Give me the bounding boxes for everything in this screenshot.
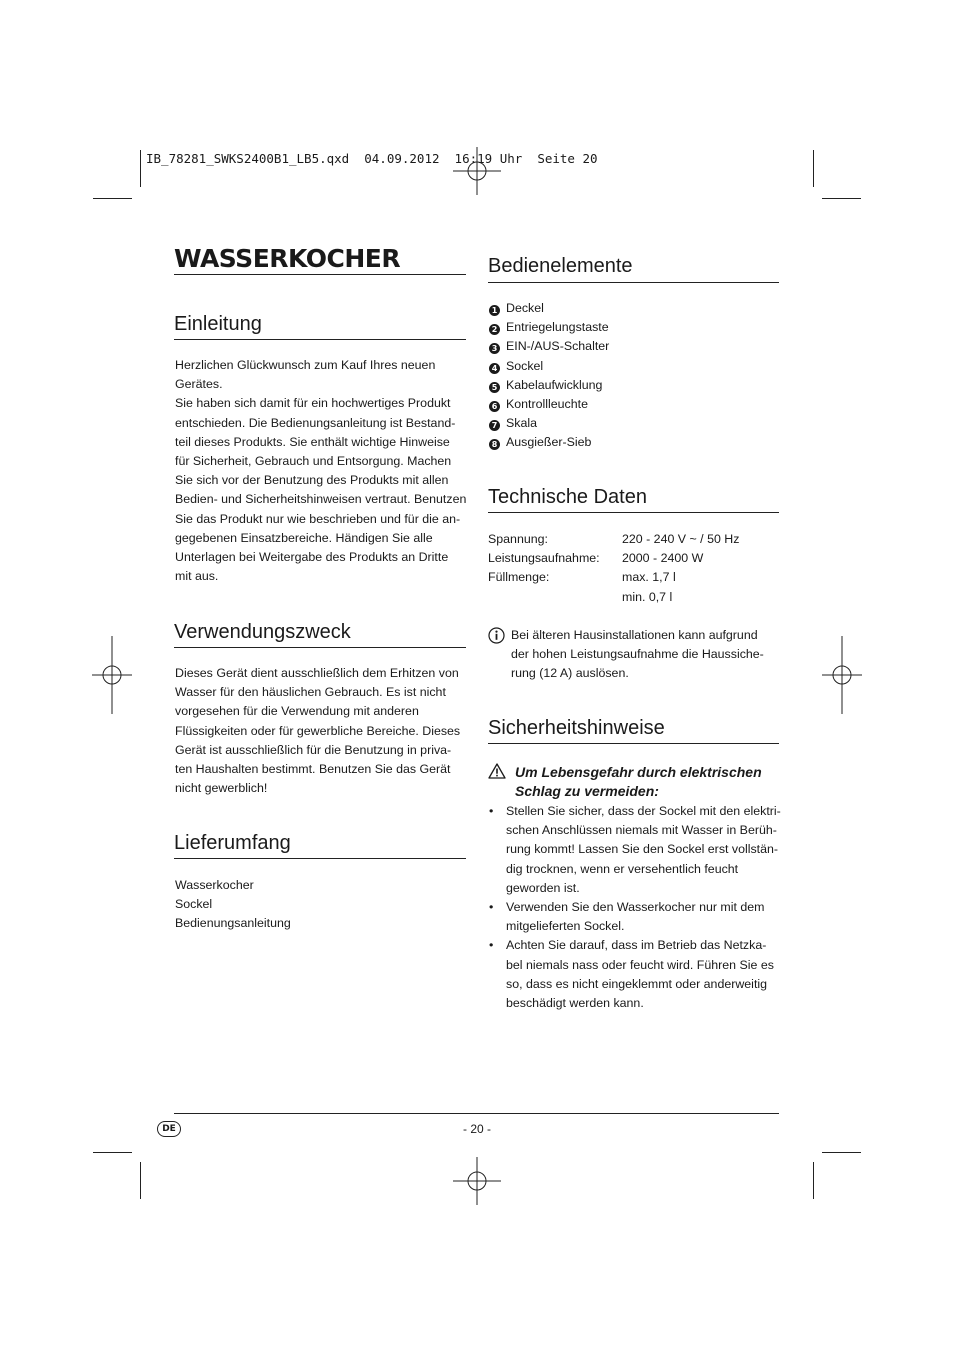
list-item <box>489 433 609 452</box>
spec-label: Spannung: <box>488 532 548 546</box>
text-line: Bei älteren Hausinstallationen kann aufgrund <box>511 628 758 642</box>
list-item <box>489 395 609 414</box>
heading-verwendungszweck: Verwendungszweck <box>174 621 351 643</box>
text-line: mit aus. <box>175 569 219 584</box>
number-badge: 8 <box>489 439 500 450</box>
text-line: vorgesehen für die Verwendung mit anderen <box>175 704 419 719</box>
text-line: Bedien- und Sicherheitshinweisen vertraut. Benutzen <box>175 492 467 507</box>
text-line: Flüssigkeiten oder für gewerbliche Bereiche. Dieses <box>175 723 461 738</box>
heading-technische-daten: Technische Daten <box>488 486 647 508</box>
text-line: Wasser für den häuslichen Gebrauch. Es ist nicht <box>175 685 446 700</box>
text-line: mitgelieferten Sockel. <box>506 919 625 934</box>
text-line: der hohen Leistungsaufnahme die Haussiche- <box>511 647 764 662</box>
text-line: dig trocknen, wenn er versehentlich feucht <box>506 861 739 876</box>
bullet-dot: • <box>489 938 494 953</box>
item-label: Entriegelungstaste <box>506 320 609 335</box>
item-label: Sockel <box>506 358 544 373</box>
list-item <box>489 299 609 318</box>
list-item: Wasserkocher <box>175 878 254 892</box>
list-item <box>489 318 609 337</box>
bullet-item <box>489 936 789 1013</box>
number-badge: 3 <box>489 343 500 354</box>
list-item <box>489 376 609 395</box>
item-label: Skala <box>506 416 537 431</box>
number-badge: 4 <box>489 363 500 374</box>
spec-label: Füllmenge: <box>488 570 550 585</box>
number-badge: 7 <box>489 420 500 431</box>
text-line: Schlag zu vermeiden: <box>515 783 659 799</box>
number-badge: 2 <box>489 324 500 335</box>
text-line: beschädigt werden kann. <box>506 996 644 1011</box>
spec-row <box>488 549 779 568</box>
heading-rule <box>174 339 466 340</box>
spec-value: max. 1,7 l <box>622 570 676 585</box>
text-line: rung (12 A) auslösen. <box>511 666 629 681</box>
heading-lieferumfang: Lieferumfang <box>174 832 291 854</box>
text-line: Herzlichen Glückwunsch zum Kauf Ihres neuen <box>175 358 436 372</box>
heading-bedienelemente: Bedienelemente <box>488 255 633 277</box>
title-rule <box>174 274 466 275</box>
list-item: Sockel <box>175 897 213 912</box>
list-item <box>489 337 609 356</box>
number-badge: 1 <box>489 305 500 316</box>
list-item <box>489 414 609 433</box>
list-item: Bedienungsanleitung <box>175 916 291 931</box>
text-line: Dieses Gerät dient ausschließlich dem Erhitzen von <box>175 666 459 680</box>
text-line: Gerätes. <box>175 377 223 392</box>
text-line: Sie das Produkt nur wie beschrieben und für die an- <box>175 511 461 526</box>
heading-sicherheitshinweise: Sicherheitshinweise <box>488 717 665 739</box>
info-note <box>511 626 764 684</box>
heading-rule <box>488 743 779 744</box>
text-line: für Sicherheit, Gebrauch und Entsorgung. Machen <box>175 454 452 469</box>
text-line: Achten Sie darauf, dass im Betrieb das Netzka- <box>506 938 767 953</box>
text-line: Verwenden Sie den Wasserkocher nur mit dem <box>506 900 765 915</box>
language-badge: DE <box>157 1121 181 1137</box>
heading-rule <box>488 282 779 283</box>
bullet-item <box>489 802 789 898</box>
text-line: Unterlagen bei Weitergabe des Produkts an Dritte <box>175 550 449 565</box>
page-number: - 20 - <box>462 1122 491 1136</box>
item-label: Kabelaufwicklung <box>506 377 603 392</box>
print-slug: IB_78281_SWKS2400B1_LB5.qxd 04.09.2012 16:19 Uhr Seite 20 <box>146 151 598 166</box>
text-line: rung kommt! Lassen Sie den Sockel erst vollstän- <box>506 842 779 857</box>
verwendungszweck-text <box>175 664 460 798</box>
tech-specs-table <box>488 530 779 607</box>
heading-rule <box>174 858 466 859</box>
heading-einleitung: Einleitung <box>174 313 262 335</box>
info-icon <box>488 627 505 644</box>
text-line: bel niemals nass oder feucht wird. Führen Sie es <box>506 957 774 972</box>
bedienelemente-list <box>489 299 609 453</box>
spec-row <box>488 588 779 607</box>
spec-value: 2000 - 2400 W <box>622 551 704 566</box>
spec-value: 220 - 240 V ~ / 50 Hz <box>622 532 740 546</box>
text-line: Sie haben sich damit für ein hochwertiges Produkt <box>175 396 451 411</box>
item-label: EIN-/AUS-Schalter <box>506 339 610 354</box>
heading-rule <box>488 512 779 513</box>
page-title: WASSERKOCHER <box>174 244 401 273</box>
text-line: Sie sich vor der Benutzung des Produkts mit allen <box>175 473 449 488</box>
warning-heading <box>515 763 762 801</box>
spec-label: Leistungsaufnahme: <box>488 551 600 566</box>
text-line: Gerät ist ausschließlich für die Benutzung in priva- <box>175 742 452 757</box>
text-line: Stellen Sie sicher, dass der Sockel mit den elektri- <box>506 804 781 818</box>
spec-value: min. 0,7 l <box>622 589 673 604</box>
bullet-dot: • <box>489 804 494 818</box>
registration-mark-bottom <box>453 1157 501 1205</box>
list-item <box>489 357 609 376</box>
text-line: so, dass es nicht eingeklemmt oder anderweitig <box>506 976 768 991</box>
einleitung-text <box>175 356 466 586</box>
text-line: Um Lebensgefahr durch elektrischen <box>515 764 762 780</box>
text-line: teil dieses Produkts. Sie enthält wichtige Hinweise <box>175 434 450 449</box>
registration-mark-right <box>822 636 862 714</box>
registration-mark-left <box>92 636 132 714</box>
text-line: schen Anschlüssen niemals mit Wasser in Berüh- <box>506 823 777 838</box>
heading-rule <box>174 647 466 648</box>
warning-icon <box>488 763 506 779</box>
spec-row <box>488 530 779 549</box>
spec-row <box>488 568 779 587</box>
bullet-dot: • <box>489 900 494 915</box>
text-line: ten Haushalten bestimmt. Benutzen Sie das Gerät <box>175 762 451 777</box>
item-label: Deckel <box>506 301 544 315</box>
text-line: geworden ist. <box>506 880 580 895</box>
item-label: Ausgießer-Sieb <box>506 435 592 450</box>
number-badge: 5 <box>489 382 500 393</box>
text-line: gegebenen Einsatzbereiche. Händigen Sie alle <box>175 530 433 545</box>
bullet-item <box>489 898 789 936</box>
item-label: Kontrollleuchte <box>506 397 588 412</box>
text-line: nicht gewerblich! <box>175 781 268 796</box>
footer-rule <box>174 1113 779 1114</box>
lieferumfang-list <box>175 876 291 934</box>
number-badge: 6 <box>489 401 500 412</box>
safety-bullets <box>489 802 789 1013</box>
text-line: entschieden. Die Bedienungsanleitung ist Bestand- <box>175 415 456 430</box>
